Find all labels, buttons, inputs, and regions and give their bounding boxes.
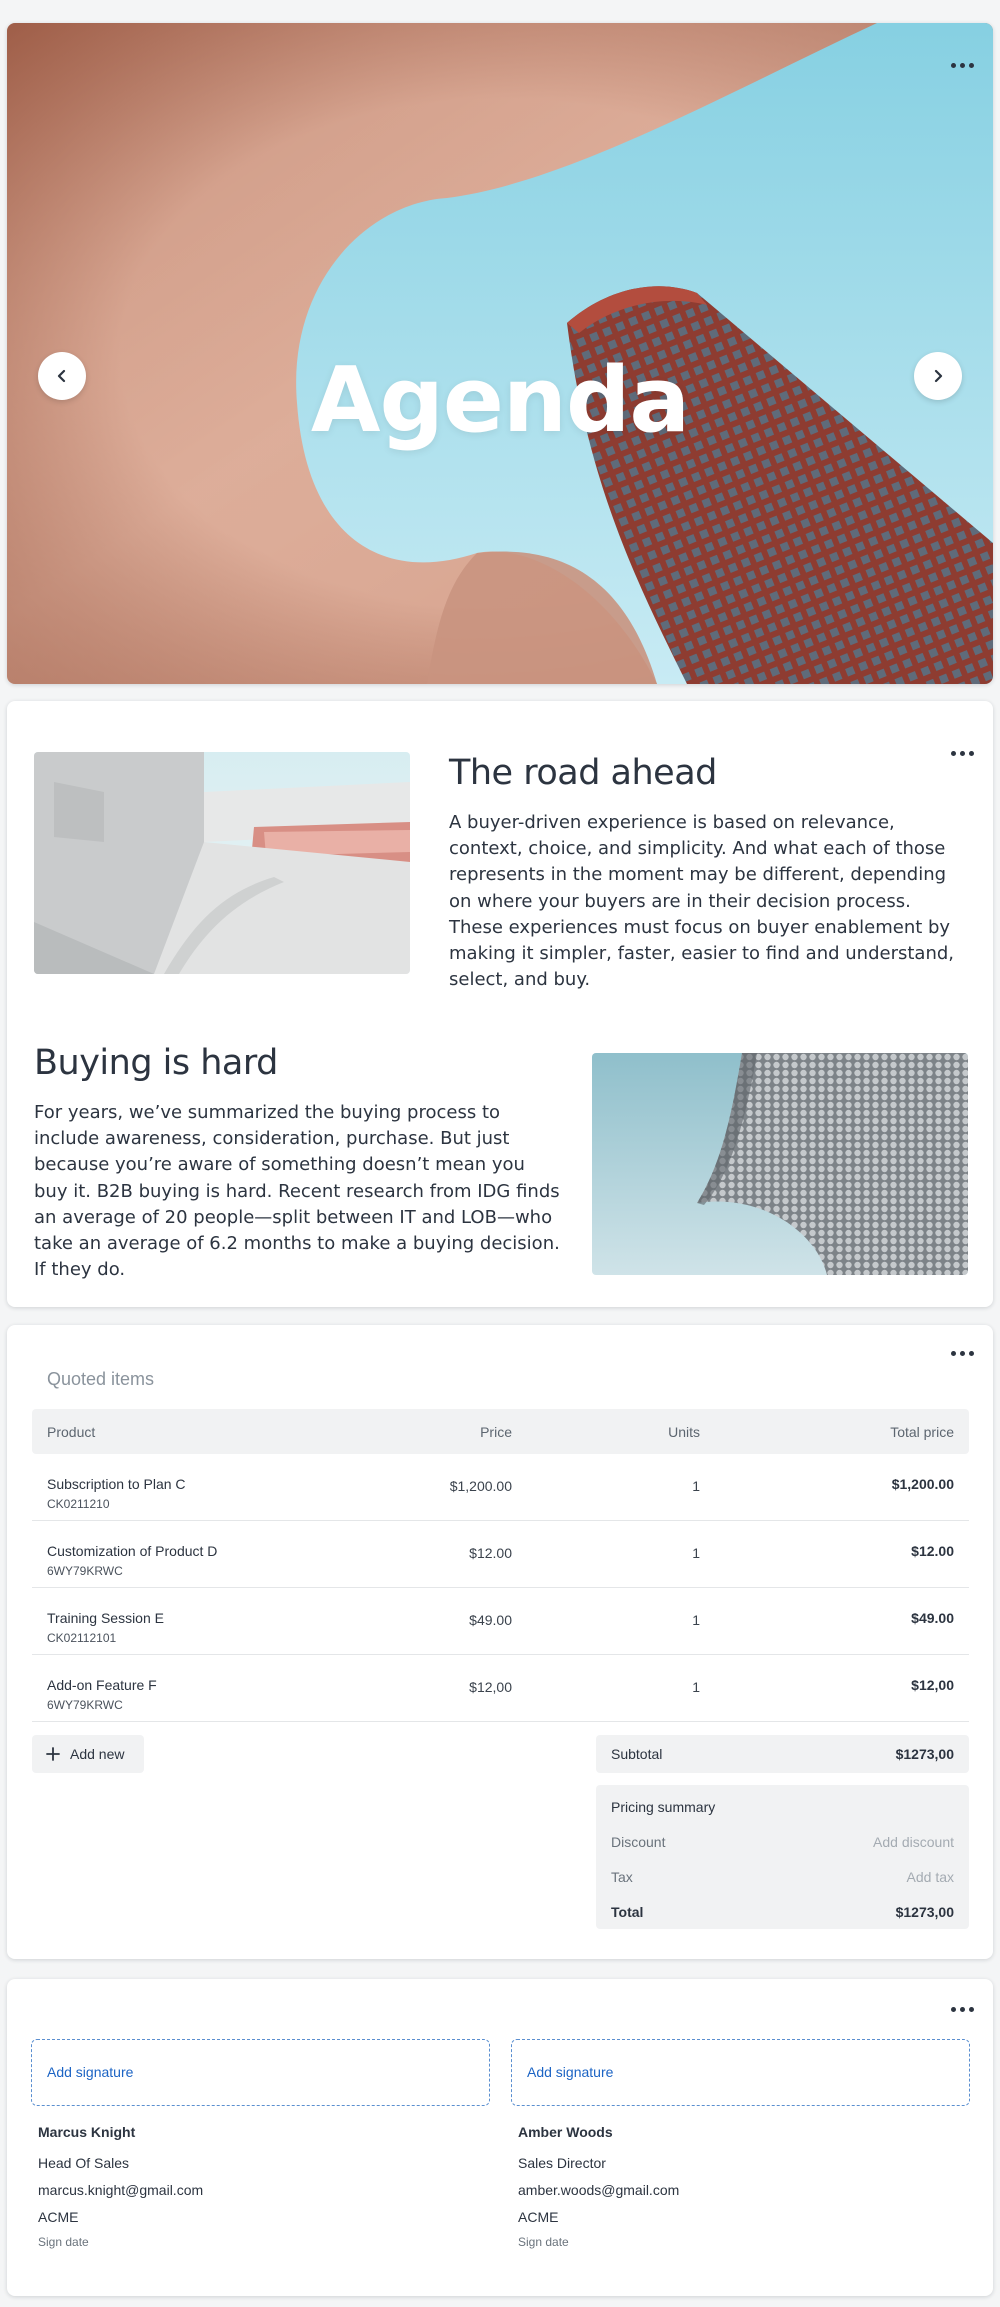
add-signature-button[interactable]: Add signature <box>511 2039 970 2106</box>
total-value: $1273,00 <box>895 1904 954 1920</box>
quote-more-options-button[interactable] <box>947 1341 977 1365</box>
signer-role: Sales Director <box>518 2155 606 2171</box>
column-header-product: Product <box>47 1424 96 1440</box>
product-price: $49.00 <box>469 1612 512 1628</box>
signer-company: ACME <box>38 2209 79 2225</box>
sign-date-label: Sign date <box>38 2235 89 2249</box>
table-header <box>32 1409 969 1454</box>
product-total: $49.00 <box>911 1610 954 1626</box>
product-sku: CK0211210 <box>47 1497 110 1511</box>
add-tax-link[interactable]: Add tax <box>906 1869 954 1885</box>
subtotal-value: $1273,00 <box>895 1746 954 1762</box>
signer-email: amber.woods@gmail.com <box>518 2182 680 2198</box>
hero-more-options-button[interactable] <box>947 53 977 77</box>
product-price: $1,200.00 <box>449 1478 512 1494</box>
add-discount-link[interactable]: Add discount <box>873 1834 954 1850</box>
product-units: 1 <box>692 1545 700 1561</box>
section-title-buying-hard: Buying is hard <box>34 1043 278 1083</box>
signature-card <box>7 1979 993 2296</box>
product-sku: 6WY79KRWC <box>47 1564 123 1578</box>
signer-name: Amber Woods <box>518 2124 613 2140</box>
pricing-summary-panel <box>596 1785 969 1929</box>
subtotal-bar <box>596 1735 969 1773</box>
product-name: Training Session E <box>47 1610 164 1626</box>
signer-email: marcus.knight@gmail.com <box>38 2182 204 2198</box>
plus-icon <box>46 1747 60 1761</box>
product-sku: CK02112101 <box>47 1631 117 1645</box>
section-body-road-ahead: A buyer-driven experience is based on relevance, context, choice, and simplicity. And what each of those represents in the moment may be different, depending on where your buyers are in their decision process. These experiences must focus on buyer enablement by making it simpler, faster, easier to find and understand, select, and buy. <box>449 812 954 991</box>
table-row[interactable] <box>32 1454 969 1521</box>
quoted-items-title: Quoted items <box>47 1369 155 1389</box>
signer-company: ACME <box>518 2209 559 2225</box>
table-row[interactable] <box>32 1588 969 1655</box>
hero-title: Agenda <box>310 348 690 453</box>
product-units: 1 <box>692 1478 700 1494</box>
product-units: 1 <box>692 1679 700 1695</box>
add-new-button[interactable] <box>32 1735 144 1773</box>
pricing-summary-title: Pricing summary <box>611 1799 716 1815</box>
story-more-options-button[interactable] <box>947 741 977 765</box>
product-price: $12.00 <box>469 1545 512 1561</box>
add-signature-button[interactable]: Add signature <box>31 2039 490 2106</box>
column-header-price: Price <box>480 1424 512 1440</box>
tax-label: Tax <box>611 1869 633 1885</box>
subtotal-label: Subtotal <box>611 1746 663 1762</box>
table-row[interactable] <box>32 1655 969 1722</box>
product-name: Customization of Product D <box>47 1543 218 1559</box>
section-body-buying-hard: For years, we’ve summarized the buying process to include awareness, consideration, purchase. But just because you’re aware of something doesn’t mean you buy it. B2B buying is hard. Recent research from IDG finds an average of 20 people—split between IT and LOB—who take an average of 6.2 months to make a buying decision. If they do. <box>34 1102 560 1281</box>
architecture-image-2 <box>592 1053 968 1275</box>
signer-name: Marcus Knight <box>38 2124 136 2140</box>
sign-date-label: Sign date <box>518 2235 569 2249</box>
product-units: 1 <box>692 1612 700 1628</box>
product-name: Subscription to Plan C <box>47 1476 186 1492</box>
architecture-image-1 <box>34 752 410 974</box>
product-total: $1,200.00 <box>891 1476 954 1492</box>
total-label: Total <box>611 1904 644 1920</box>
product-sku: 6WY79KRWC <box>47 1698 123 1712</box>
product-total: $12.00 <box>911 1543 954 1559</box>
column-header-units: Units <box>668 1424 700 1440</box>
product-total: $12,00 <box>911 1677 954 1693</box>
hero-slide-card <box>7 23 993 684</box>
table-row[interactable] <box>32 1521 969 1588</box>
product-price: $12,00 <box>469 1679 512 1695</box>
add-new-label: Add new <box>70 1746 125 1762</box>
column-header-total: Total price <box>890 1424 954 1440</box>
story-card <box>7 701 993 1307</box>
quote-card <box>7 1325 993 1959</box>
discount-label: Discount <box>611 1834 666 1850</box>
signer-role: Head Of Sales <box>38 2155 130 2171</box>
section-title-road-ahead: The road ahead <box>449 753 717 793</box>
product-name: Add-on Feature F <box>47 1677 157 1693</box>
signature-more-options-button[interactable] <box>947 1997 977 2021</box>
